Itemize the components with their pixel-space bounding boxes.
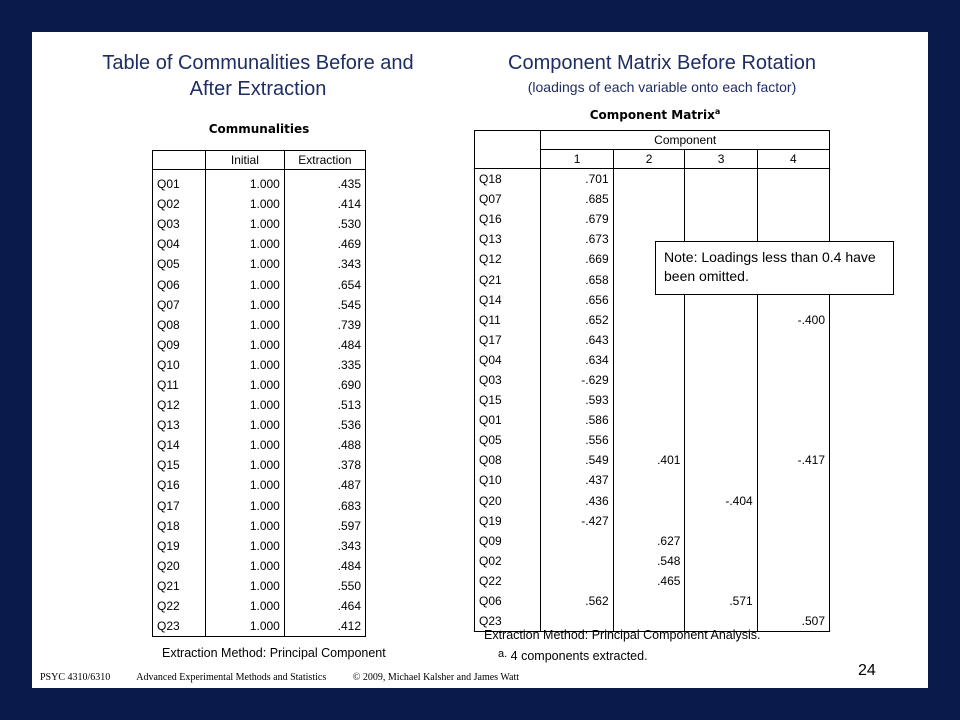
communality-value: .484 — [337, 558, 361, 573]
loading-value — [757, 410, 829, 430]
variable-label: Q21 — [153, 576, 206, 596]
loading-value — [757, 189, 829, 209]
communalities-row — [153, 496, 366, 516]
loading-value: .401 — [613, 450, 685, 470]
loading-value — [613, 591, 685, 611]
component-row — [475, 591, 830, 611]
slide — [32, 32, 928, 688]
communality-value: 1.000 — [205, 274, 284, 294]
component-matrix-table — [474, 130, 830, 632]
variable-label: Q20 — [153, 556, 206, 576]
communality-value: 1.000 — [205, 435, 284, 455]
communality-value: .597 — [337, 518, 361, 533]
variable-label: Q16 — [475, 209, 541, 229]
loading-value — [757, 169, 829, 190]
communality-value: 1.000 — [205, 335, 284, 355]
variable-label: Q22 — [153, 596, 206, 616]
loading-value — [685, 571, 757, 591]
component-row — [475, 410, 830, 430]
communality-value: .545 — [337, 297, 361, 312]
loading-value — [757, 591, 829, 611]
communalities-table — [152, 150, 366, 637]
variable-label: Q21 — [475, 269, 541, 289]
component-row — [475, 531, 830, 551]
variable-label: Q05 — [153, 254, 206, 274]
communalities-header-cell: Extraction — [284, 151, 365, 170]
component-row — [475, 511, 830, 531]
communalities-row — [153, 536, 366, 556]
variable-label: Q10 — [475, 470, 541, 490]
communalities-row — [153, 435, 366, 455]
communalities-row — [153, 355, 366, 375]
loading-value — [613, 470, 685, 490]
loading-value — [613, 390, 685, 410]
loading-value — [685, 350, 757, 370]
communality-value: 1.000 — [205, 194, 284, 214]
communalities-row — [153, 576, 366, 596]
communalities-row — [153, 315, 366, 335]
communality-value: .488 — [337, 438, 361, 453]
loading-value: .465 — [613, 571, 685, 591]
variable-label: Q15 — [475, 390, 541, 410]
communality-value: .484 — [337, 337, 361, 352]
communalities-row — [153, 395, 366, 415]
communalities-row — [153, 596, 366, 616]
communality-value: 1.000 — [205, 315, 284, 335]
communality-value: 1.000 — [205, 254, 284, 274]
communality-value: .469 — [337, 237, 361, 252]
component-row — [475, 169, 830, 190]
component-matrix-heading: Component Matrix Before Rotation — [508, 52, 816, 74]
communalities-row — [153, 455, 366, 475]
loading-value: .685 — [541, 189, 613, 209]
communality-value: .412 — [337, 619, 361, 634]
component-row — [475, 330, 830, 350]
component-row — [475, 571, 830, 591]
communality-value: 1.000 — [205, 556, 284, 576]
variable-label: Q14 — [475, 290, 541, 310]
variable-label: Q08 — [475, 450, 541, 470]
communality-value: .513 — [337, 398, 361, 413]
communality-value: .550 — [337, 578, 361, 593]
loading-value — [541, 531, 613, 551]
variable-label: Q02 — [153, 194, 206, 214]
variable-label: Q06 — [475, 591, 541, 611]
communality-value: .530 — [337, 217, 361, 232]
communality-value: 1.000 — [205, 355, 284, 375]
communality-value: 1.000 — [205, 496, 284, 516]
footer-course-title: Advanced Experimental Methods and Statistics — [136, 672, 327, 683]
variable-label: Q04 — [475, 350, 541, 370]
communality-value: .335 — [337, 357, 361, 372]
loading-value: .586 — [541, 410, 613, 430]
loading-value — [685, 410, 757, 430]
loading-value: .562 — [541, 591, 613, 611]
loading-value: .507 — [801, 614, 825, 629]
loading-value — [613, 189, 685, 209]
communalities-row — [153, 295, 366, 315]
variable-label: Q04 — [153, 234, 206, 254]
loading-value — [541, 571, 613, 591]
loading-value — [613, 310, 685, 330]
slide-number: 24 — [858, 662, 876, 679]
variable-label: Q18 — [475, 169, 541, 190]
communalities-row — [153, 170, 366, 195]
component-row — [475, 189, 830, 209]
communality-value: .654 — [337, 277, 361, 292]
footnote-a-text: 4 components extracted. — [510, 649, 648, 663]
communality-value: 1.000 — [205, 214, 284, 234]
communality-value: 1.000 — [205, 455, 284, 475]
footnote-a-mark: a. — [498, 648, 508, 660]
communality-value: 1.000 — [205, 616, 284, 637]
communality-value: .414 — [337, 197, 361, 212]
communality-value: 1.000 — [205, 576, 284, 596]
variable-label: Q17 — [153, 496, 206, 516]
variable-label: Q12 — [475, 249, 541, 269]
loading-value: .652 — [541, 310, 613, 330]
variable-label: Q13 — [475, 229, 541, 249]
loading-value: .634 — [541, 350, 613, 370]
loading-value — [685, 209, 757, 229]
footer-course: PSYC 4310/6310 — [40, 672, 111, 683]
communality-value: 1.000 — [205, 170, 284, 195]
loading-value: .548 — [613, 551, 685, 571]
loading-value — [757, 350, 829, 370]
component-header-cell: 4 — [757, 150, 829, 169]
component-row — [475, 390, 830, 410]
communalities-row — [153, 335, 366, 355]
communalities-row — [153, 516, 366, 536]
communalities-footnote: Extraction Method: Principal Component — [162, 646, 386, 660]
variable-label: Q13 — [153, 415, 206, 435]
communality-value: .683 — [337, 498, 361, 513]
component-row — [475, 209, 830, 229]
loading-value — [757, 370, 829, 390]
communality-value: 1.000 — [205, 475, 284, 495]
communality-value: 1.000 — [205, 415, 284, 435]
variable-label: Q12 — [153, 395, 206, 415]
component-row — [475, 370, 830, 390]
loading-value — [757, 551, 829, 571]
loading-value: .701 — [541, 169, 613, 190]
variable-label: Q03 — [153, 214, 206, 234]
component-row — [475, 470, 830, 490]
loading-value: .658 — [541, 269, 613, 289]
communality-value: 1.000 — [205, 295, 284, 315]
communality-value: 1.000 — [205, 395, 284, 415]
loading-value: .656 — [541, 290, 613, 310]
communalities-heading: Table of Communalities Before and After Extraction — [102, 52, 414, 100]
communality-value: .343 — [337, 538, 361, 553]
communality-value: .378 — [337, 458, 361, 473]
loading-value: -.417 — [797, 453, 825, 468]
loading-value — [685, 450, 757, 470]
communalities-row — [153, 375, 366, 395]
loading-value: -.427 — [541, 511, 613, 531]
loading-value — [685, 470, 757, 490]
loading-value — [757, 571, 829, 591]
loading-value — [613, 209, 685, 229]
loading-value — [613, 410, 685, 430]
variable-label: Q23 — [153, 616, 206, 637]
loading-value — [757, 470, 829, 490]
variable-label: Q22 — [475, 571, 541, 591]
communality-value: .536 — [337, 418, 361, 433]
variable-label: Q10 — [153, 355, 206, 375]
component-matrix-footnote-a — [498, 648, 648, 663]
loading-value — [685, 531, 757, 551]
variable-label: Q23 — [475, 611, 541, 632]
communalities-row — [153, 616, 366, 637]
loading-value — [613, 430, 685, 450]
communalities-table-title: Communalities — [208, 122, 310, 136]
variable-label: Q03 — [475, 370, 541, 390]
variable-label: Q19 — [475, 511, 541, 531]
component-row — [475, 491, 830, 511]
component-matrix-table-title — [580, 107, 730, 122]
variable-label: Q06 — [153, 274, 206, 294]
loading-value — [685, 551, 757, 571]
communalities-row — [153, 254, 366, 274]
loading-value — [757, 511, 829, 531]
variable-label: Q07 — [153, 295, 206, 315]
loading-value — [757, 209, 829, 229]
communality-value: .343 — [337, 257, 361, 272]
communality-value: 1.000 — [205, 234, 284, 254]
communalities-row — [153, 194, 366, 214]
loading-value — [613, 330, 685, 350]
loading-value: .673 — [541, 229, 613, 249]
communalities-row — [153, 214, 366, 234]
communality-value: .464 — [337, 599, 361, 614]
variable-label: Q11 — [153, 375, 206, 395]
variable-label: Q09 — [475, 531, 541, 551]
loading-value — [685, 511, 757, 531]
communality-value: .435 — [337, 177, 361, 192]
loading-value: .436 — [541, 491, 613, 511]
variable-label: Q18 — [153, 516, 206, 536]
loading-value — [685, 310, 757, 330]
loading-value: .571 — [685, 591, 757, 611]
variable-label: Q05 — [475, 430, 541, 450]
component-header-cell: 3 — [685, 150, 757, 169]
communality-value: .487 — [337, 478, 361, 493]
component-row — [475, 450, 830, 470]
communality-value: 1.000 — [205, 375, 284, 395]
variable-label: Q16 — [153, 475, 206, 495]
slide-footer — [40, 672, 543, 683]
component-matrix-footnote-method: Extraction Method: Principal Component Analysis. — [484, 628, 761, 642]
communalities-row — [153, 234, 366, 254]
communalities-row — [153, 274, 366, 294]
loading-value: .643 — [541, 330, 613, 350]
loading-value: -.629 — [541, 370, 613, 390]
loading-value — [757, 430, 829, 450]
component-group-header: Component — [541, 131, 830, 150]
component-header-cell: 1 — [541, 150, 613, 169]
communality-value: 1.000 — [205, 516, 284, 536]
variable-label: Q09 — [153, 335, 206, 355]
communality-value: .739 — [337, 317, 361, 332]
communalities-row — [153, 556, 366, 576]
loading-value — [685, 430, 757, 450]
component-matrix-subheading: (loadings of each variable onto each factor) — [527, 79, 797, 95]
loading-value: .679 — [541, 209, 613, 229]
variable-label: Q15 — [153, 455, 206, 475]
loading-value — [757, 330, 829, 350]
component-group-header-row — [475, 131, 830, 150]
variable-label: Q02 — [475, 551, 541, 571]
variable-label: Q17 — [475, 330, 541, 350]
component-row — [475, 430, 830, 450]
communality-value: 1.000 — [205, 536, 284, 556]
component-header-blank — [475, 131, 541, 169]
variable-label: Q01 — [153, 170, 206, 195]
loading-value — [685, 390, 757, 410]
loading-value: .627 — [613, 531, 685, 551]
loading-value: .549 — [541, 450, 613, 470]
component-matrix-title-sup: a — [714, 107, 721, 116]
loading-value — [613, 370, 685, 390]
communality-value: .690 — [337, 377, 361, 392]
component-matrix-title-text: Component Matrix — [589, 108, 715, 122]
loading-value — [685, 169, 757, 190]
footer-copyright: © 2009, Michael Kalsher and James Watt — [352, 672, 520, 683]
variable-label: Q11 — [475, 310, 541, 330]
communalities-row — [153, 475, 366, 495]
variable-label: Q14 — [153, 435, 206, 455]
loading-value — [685, 330, 757, 350]
communalities-header-cell: Initial — [205, 151, 284, 170]
loading-value — [757, 531, 829, 551]
loading-value — [757, 390, 829, 410]
component-header-cell: 2 — [613, 150, 685, 169]
loading-value — [541, 551, 613, 571]
loading-value — [685, 370, 757, 390]
loading-value — [757, 491, 829, 511]
loading-value — [613, 491, 685, 511]
loading-value: -.404 — [685, 491, 757, 511]
loading-value: .437 — [541, 470, 613, 490]
variable-label: Q08 — [153, 315, 206, 335]
communalities-header-cell — [153, 151, 206, 170]
communality-value: 1.000 — [205, 596, 284, 616]
loading-value — [613, 169, 685, 190]
variable-label: Q01 — [475, 410, 541, 430]
communalities-row — [153, 415, 366, 435]
component-row — [475, 310, 830, 330]
component-row — [475, 551, 830, 571]
loading-value: -.400 — [797, 312, 825, 327]
variable-label: Q20 — [475, 491, 541, 511]
variable-label: Q19 — [153, 536, 206, 556]
loading-value: .556 — [541, 430, 613, 450]
component-row — [475, 350, 830, 370]
loading-value — [685, 189, 757, 209]
loading-value — [613, 511, 685, 531]
loading-value — [613, 350, 685, 370]
variable-label: Q07 — [475, 189, 541, 209]
omitted-loadings-note: Note: Loadings less than 0.4 have been omitted. — [655, 241, 894, 295]
loading-value: .593 — [541, 390, 613, 410]
communalities-header-row — [153, 151, 366, 170]
loading-value: .669 — [541, 249, 613, 269]
